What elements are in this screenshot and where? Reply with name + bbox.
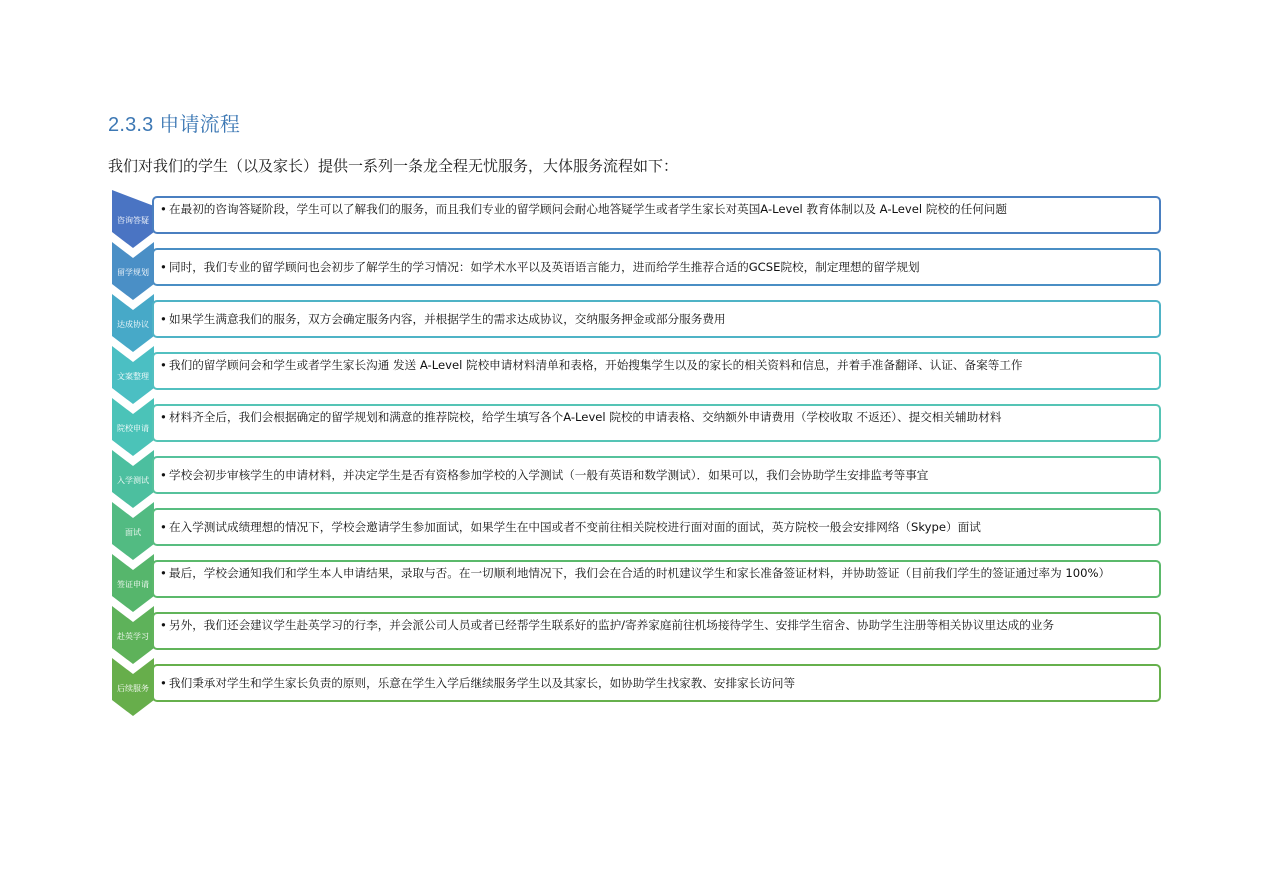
step-label: 咨询答疑	[117, 216, 149, 225]
step-label: 留学规划	[117, 268, 149, 277]
step-description-box	[152, 404, 1161, 442]
step-label: 面试	[125, 528, 141, 537]
bullet-icon: •	[160, 311, 167, 326]
step-description: 我们的留学顾问会和学生或者学生家长沟通 发送 A-Level 院校申请材料清单和表格，开始搜集学生以及的家长的相关资料和信息，并着手准备翻译、认证、备案等工作	[169, 358, 1023, 372]
step-chevron	[112, 242, 154, 300]
step-description-box	[152, 560, 1161, 598]
bullet-icon: •	[160, 358, 167, 372]
bullet-icon: •	[160, 259, 167, 274]
step-chevron	[112, 502, 154, 560]
step-chevron	[112, 190, 154, 248]
step-label: 达成协议	[117, 320, 149, 329]
step-chevron	[112, 450, 154, 508]
step-chevron	[112, 398, 154, 456]
step-description: 在入学测试成绩理想的情况下，学校会邀请学生参加面试，如果学生在中国或者不变前往相关院校进行面对面的面试，英方院校一般会安排网络（Skype）面试	[169, 519, 981, 534]
bullet-icon: •	[160, 467, 167, 482]
step-chevron	[112, 554, 154, 612]
step-description: 学校会初步审核学生的申请材料，并决定学生是否有资格参加学校的入学测试（一般有英语和数学测试）．如果可以，我们会协助学生安排监考等事宜	[169, 467, 929, 482]
step-chevron	[112, 294, 154, 352]
step-label: 赴英学习	[117, 632, 149, 641]
step-label: 签证申请	[117, 580, 149, 589]
section-heading: 2.3.3 申请流程	[108, 114, 241, 136]
step-description: 同时，我们专业的留学顾问也会初步了解学生的学习情况：如学术水平以及英语语言能力，进而给学生推荐合适的GCSE院校，制定理想的留学规划	[169, 259, 920, 274]
step-description-box	[152, 508, 1161, 546]
bullet-icon: •	[160, 618, 167, 632]
step-description-box	[152, 456, 1161, 494]
bullet-icon: •	[160, 202, 167, 216]
bullet-icon: •	[160, 566, 167, 580]
step-label: 入学测试	[117, 476, 149, 485]
step-description-box	[152, 612, 1161, 650]
bullet-icon: •	[160, 519, 167, 534]
step-description: 如果学生满意我们的服务，双方会确定服务内容，并根据学生的需求达成协议，交纳服务押金或部分服务费用	[169, 311, 726, 326]
step-chevron	[112, 658, 154, 716]
step-chevron	[112, 346, 154, 404]
intro-paragraph: 我们对我们的学生（以及家长）提供一系列一条龙全程无忧服务，大体服务流程如下：	[108, 157, 679, 175]
step-label: 文案整理	[117, 372, 149, 381]
step-description-box	[152, 664, 1161, 702]
step-label: 院校申请	[117, 424, 149, 433]
step-description-box	[152, 300, 1161, 338]
step-description-box	[152, 196, 1161, 234]
bullet-icon: •	[160, 675, 167, 690]
step-description: 在最初的咨询答疑阶段，学生可以了解我们的服务，而且我们专业的留学顾问会耐心地答疑学生或者学生家长对英国A-Level 教育体制以及 A-Level 院校的任何问题	[169, 202, 1007, 216]
step-label: 后续服务	[117, 684, 149, 693]
step-description: 我们秉承对学生和学生家长负责的原则，乐意在学生入学后继续服务学生以及其家长，如协助学生找家教、安排家长访问等	[169, 675, 796, 690]
bullet-icon: •	[160, 410, 167, 424]
step-description: 另外，我们还会建议学生赴英学习的行李，并会派公司人员或者已经帮学生联系好的监护/寄养家庭前往机场接待学生、安排学生宿舍、协助学生注册等相关协议里达成的业务	[169, 618, 1055, 632]
step-description: 材料齐全后，我们会根据确定的留学规划和满意的推荐院校，给学生填写各个A-Level 院校的申请表格、交纳额外申请费用（学校收取 不返还）、提交相关辅助材料	[169, 410, 1002, 424]
step-description-box	[152, 352, 1161, 390]
step-description: 最后，学校会通知我们和学生本人申请结果，录取与否。在一切顺利地情况下，我们会在合适的时机建议学生和家长准备签证材料，并协助签证（目前我们学生的签证通过率为 100%）	[169, 566, 1111, 580]
step-description-box	[152, 248, 1161, 286]
step-chevron	[112, 606, 154, 664]
